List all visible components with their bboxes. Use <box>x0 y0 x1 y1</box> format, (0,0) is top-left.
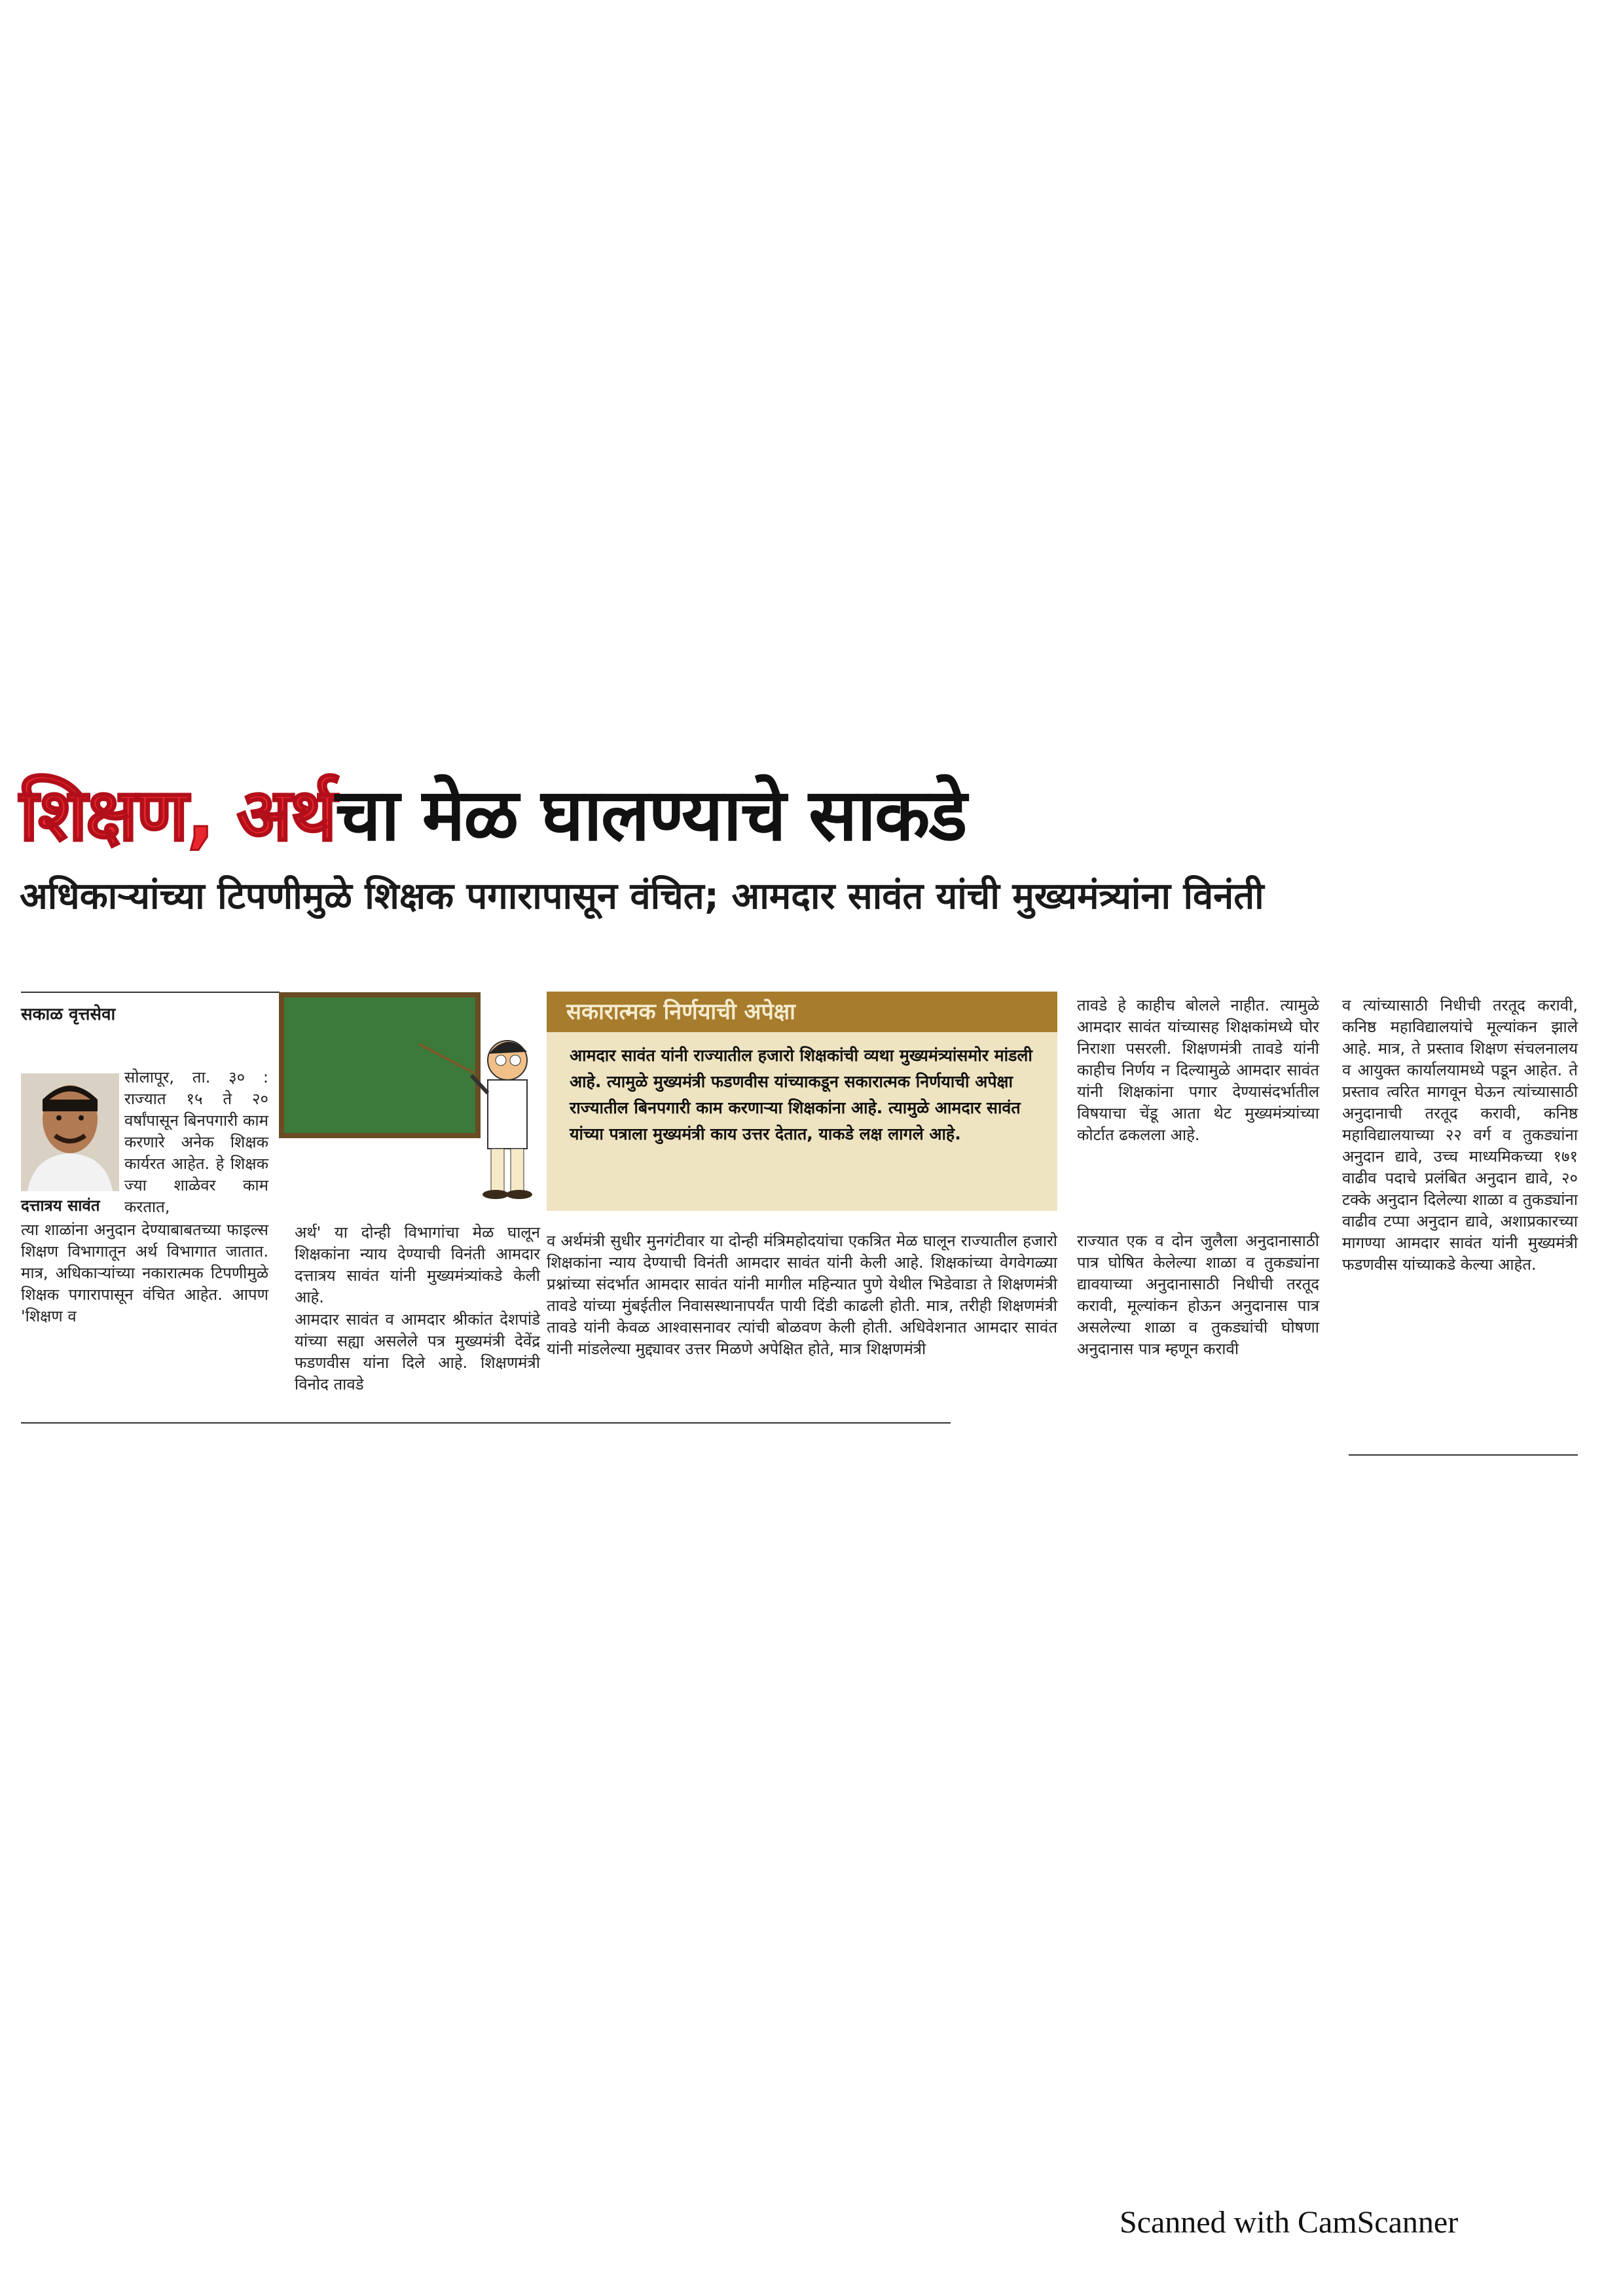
article-col4-p2: राज्यात एक व दोन जुलैला अनुदानासाठी पात्र घोषित केलेल्या शाळा व तुकड्यांना द्यावयाच्या अनुदानासाठी निधीची तरतूद करावी, मूल्यांकन होऊन अनुदानास पात्र असलेल्या शाळा व तुकड्यांची घोषणा अनुदानास पात्र म्हणून करावी <box>1077 1232 1319 1358</box>
newspaper-clipping <box>13 710 1584 1469</box>
byline: सकाळ वृत्तसेवा <box>21 1005 116 1024</box>
article-col5: व त्यांच्यासाठी निधीची तरतूद करावी, कनिष्ठ महाविद्यालयांचे मूल्यांकन झाले आहे. मात्र, ते प्रस्ताव शिक्षण संचलनालय व आयुक्त कार्यालयामध्ये पडून आहेत. ते प्रस्ताव त्वरित मागवून घेऊन त्यांच्यासाठी अनुदानाची तरतूद करावी, कनिष्ठ महाविद्यालयाच्या २२ वर्ग व तुकड्यांना अनुदान द्यावे, उच्च माध्यमिकच्या १७१ वाढीव पदाचे प्रलंबित अनुदान द्यावे, २० टक्के अनुदान दिलेल्या शाळा व तुकड्यांना वाढीव टप्पा अनुदान द्यावे, अशाप्रकारच्या मागण्या आमदार सावंत यांनी मुख्यमंत्री फडणवीस यांच्याकडे केल्या आहेत. <box>1342 996 1578 1274</box>
headline-red-part: शिक्षण, अर्थ <box>20 773 336 857</box>
article-col2-lead: अर्थ' या दोन्ही विभागांचा मेळ घालून शिक्षकांना न्याय देण्याची विनंती आमदार दत्तात्रय सावंत यांनी मुख्यमंत्र्यांकडे केली आहे. <box>295 1223 540 1306</box>
divider <box>21 992 280 993</box>
bottom-divider-right <box>1349 1454 1578 1456</box>
headline <box>20 772 1578 857</box>
highlight-box-body: आमदार सावंत यांनी राज्यातील हजारो शिक्षकांची व्यथा मुख्यमंत्र्यांसमोर मांडली आहे. त्यामुळे मुख्यमंत्री फडणवीस यांच्याकडून सकारात्मक निर्णयाची अपेक्षा राज्यातील बिनपगारी काम करणाऱ्या शिक्षकांना आहे. त्यामुळे आमदार सावंत यांच्या पत्राला मुख्यमंत्री काय उत्तर देतात, याकडे लक्ष लागले आहे. <box>570 1046 1032 1143</box>
article-col1-rest: त्या शाळांना अनुदान देण्याबाबतच्या फाइल्स शिक्षण विभागातून अर्थ विभागात जातात. मात्र, अधिकाऱ्यांच्या नकारात्मक टिपणीमुळे शिक्षक पगारापासून वंचित आहेत. आपण 'शिक्षण व <box>21 1221 268 1325</box>
portrait-caption: दत्तात्रय सावंत <box>21 1196 100 1215</box>
highlight-box-title: सकारात्मक निर्णयाची अपेक्षा <box>547 992 1057 1032</box>
scanner-watermark: Scanned with CamScanner <box>1120 2205 1459 2240</box>
article-col2-p2: आमदार सावंत व आमदार श्रीकांत देशपांडे यांच्या सह्या असलेले पत्र मुख्यमंत्री देवेंद्र फडणवीस यांना दिले आहे. शिक्षणमंत्री विनोद तावडे <box>295 1310 540 1393</box>
reporter-portrait <box>21 1073 119 1191</box>
headline-black-part: चा मेळ घालण्याचे साकडे <box>335 773 966 857</box>
bottom-divider <box>21 1422 951 1424</box>
subheadline: अधिकाऱ्यांच्या टिपणीमुळे शिक्षक पगारापासून वंचित; आमदार सावंत यांची मुख्यमंत्र्यांना विनंती <box>20 875 1264 918</box>
article-col1-lead: सोलापूर, ता. ३० : राज्यात १५ ते २० वर्षांपासून बिनपगारी काम करणारे अनेक शिक्षक कार्यरत आहेत. हे शिक्षक ज्या शाळेवर काम करतात, <box>124 1068 268 1216</box>
article-col4-lead: तावडे हे काहीच बोलले नाहीत. त्यामुळे आमदार सावंत यांच्यासह शिक्षकांमध्ये घोर निराशा पसरली. शिक्षणमंत्री तावडे यांनी काहीच निर्णय न दिल्यामुळे आमदार सावंत यांनी शिक्षकांना पगार देण्यासंदर्भातील विषयाचा चेंडू आता थेट मुख्यमंत्र्यांच्या कोर्टात ढकलला आहे. <box>1077 996 1319 1144</box>
teacher-board-illustration <box>278 992 547 1204</box>
highlight-box <box>547 992 1057 1211</box>
article-col3: व अर्थमंत्री सुधीर मुनगंटीवार या दोन्ही मंत्रिमहोदयांचा एकत्रित मेळ घालून राज्यातील हजारो शिक्षकांना न्याय देण्याची विनंती आमदार सावंत यांनी केली आहे. शिक्षकांच्या वेगवेगळ्या प्रश्नांच्या संदर्भात आमदार सावंत यांनी मागील महिन्यात पुणे येथील भिडेवाडा ते शिक्षणमंत्री तावडे यांच्या मुंबईतील निवासस्थानापर्यंत पायी दिंडी काढली होती. मात्र, तरीही शिक्षणमंत्री तावडे यांनी केवळ आश्वासनावर त्यांची बोळवण केली होती. अधिवेशनात आमदार सावंत यांनी मांडलेल्या मुद्द्यावर उत्तर मिळणे अपेक्षित होते, मात्र शिक्षणमंत्री <box>547 1232 1057 1358</box>
